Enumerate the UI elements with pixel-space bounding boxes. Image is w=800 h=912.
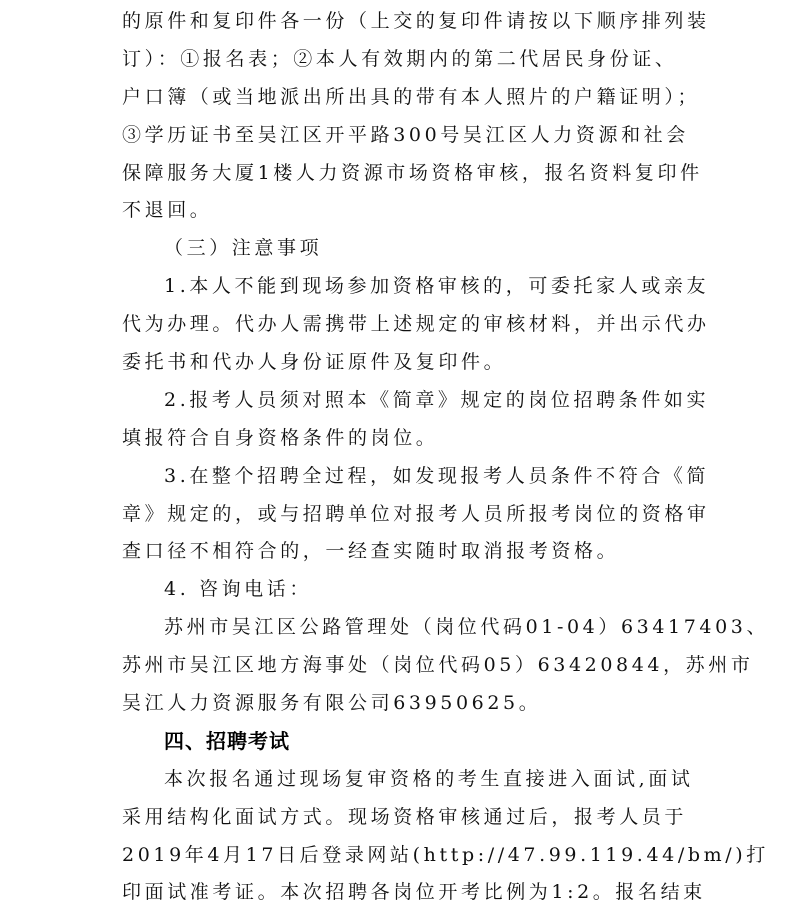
section-heading-exam: 四、招聘考试: [164, 728, 290, 753]
note-item-1-line: 1.本人不能到现场参加资格审核的，可委托家人或亲友: [164, 275, 710, 298]
text-line: 的原件和复印件各一份（上交的复印件请按以下顺序排列装: [122, 10, 710, 32]
exam-body-line: 本次报名通过现场复审资格的考生直接进入面试,面试: [164, 767, 694, 790]
text-line: 保障服务大厦1楼人力资源市场资格审核，报名资料复印件: [122, 161, 703, 184]
text-line: 订）：①报名表；②本人有效期内的第二代居民身份证、: [122, 47, 678, 70]
note-item-2-line: 2.报考人员须对照本《简章》规定的岗位招聘条件如实: [164, 388, 710, 411]
note-item-1-line: 委托书和代办人身份证原件及复印件。: [122, 351, 507, 374]
document-page: [122, 3, 770, 912]
exam-body-line: 2019年4月17日后登录网站(http://47.99.119.44/bm/)打: [122, 843, 769, 866]
note-item-1-line: 代为办理。代办人需携带上述规定的审核材料，并出示代办: [122, 313, 710, 336]
note-item-4-title: 4. 咨询电话：: [164, 578, 312, 601]
note-item-3-line: 查口径不相符合的，一经查实随时取消报考资格。: [122, 540, 620, 563]
text-line: ③学历证书至吴江区开平路300号吴江区人力资源和社会: [122, 123, 689, 146]
text-line: 户口簿（或当地派出所出具的带有本人照片的户籍证明）；: [122, 85, 701, 108]
note-item-3-line: 章》规定的，或与招聘单位对报考人员所报考岗位的资格审: [122, 502, 710, 525]
contact-line: 苏州市吴江区公路管理处（岗位代码01-04）63417403、: [164, 616, 770, 639]
text-line: 不退回。: [122, 199, 213, 222]
exam-body-line: 采用结构化面试方式。现场资格审核通过后，报考人员于: [122, 805, 688, 828]
note-item-2-line: 填报符合自身资格条件的岗位。: [122, 426, 439, 449]
contact-line: 苏州市吴江区地方海事处（岗位代码05）63420844，苏州市: [122, 654, 754, 677]
note-item-3-line: 3.在整个招聘全过程，如发现报考人员条件不符合《简: [164, 464, 710, 487]
section-heading-notes: （三）注意事项: [164, 237, 323, 260]
exam-body-line: 印面试准考证。本次招聘各岗位开考比例为1:2。报名结束: [122, 881, 706, 904]
contact-line: 吴江人力资源服务有限公司63950625。: [122, 692, 542, 715]
